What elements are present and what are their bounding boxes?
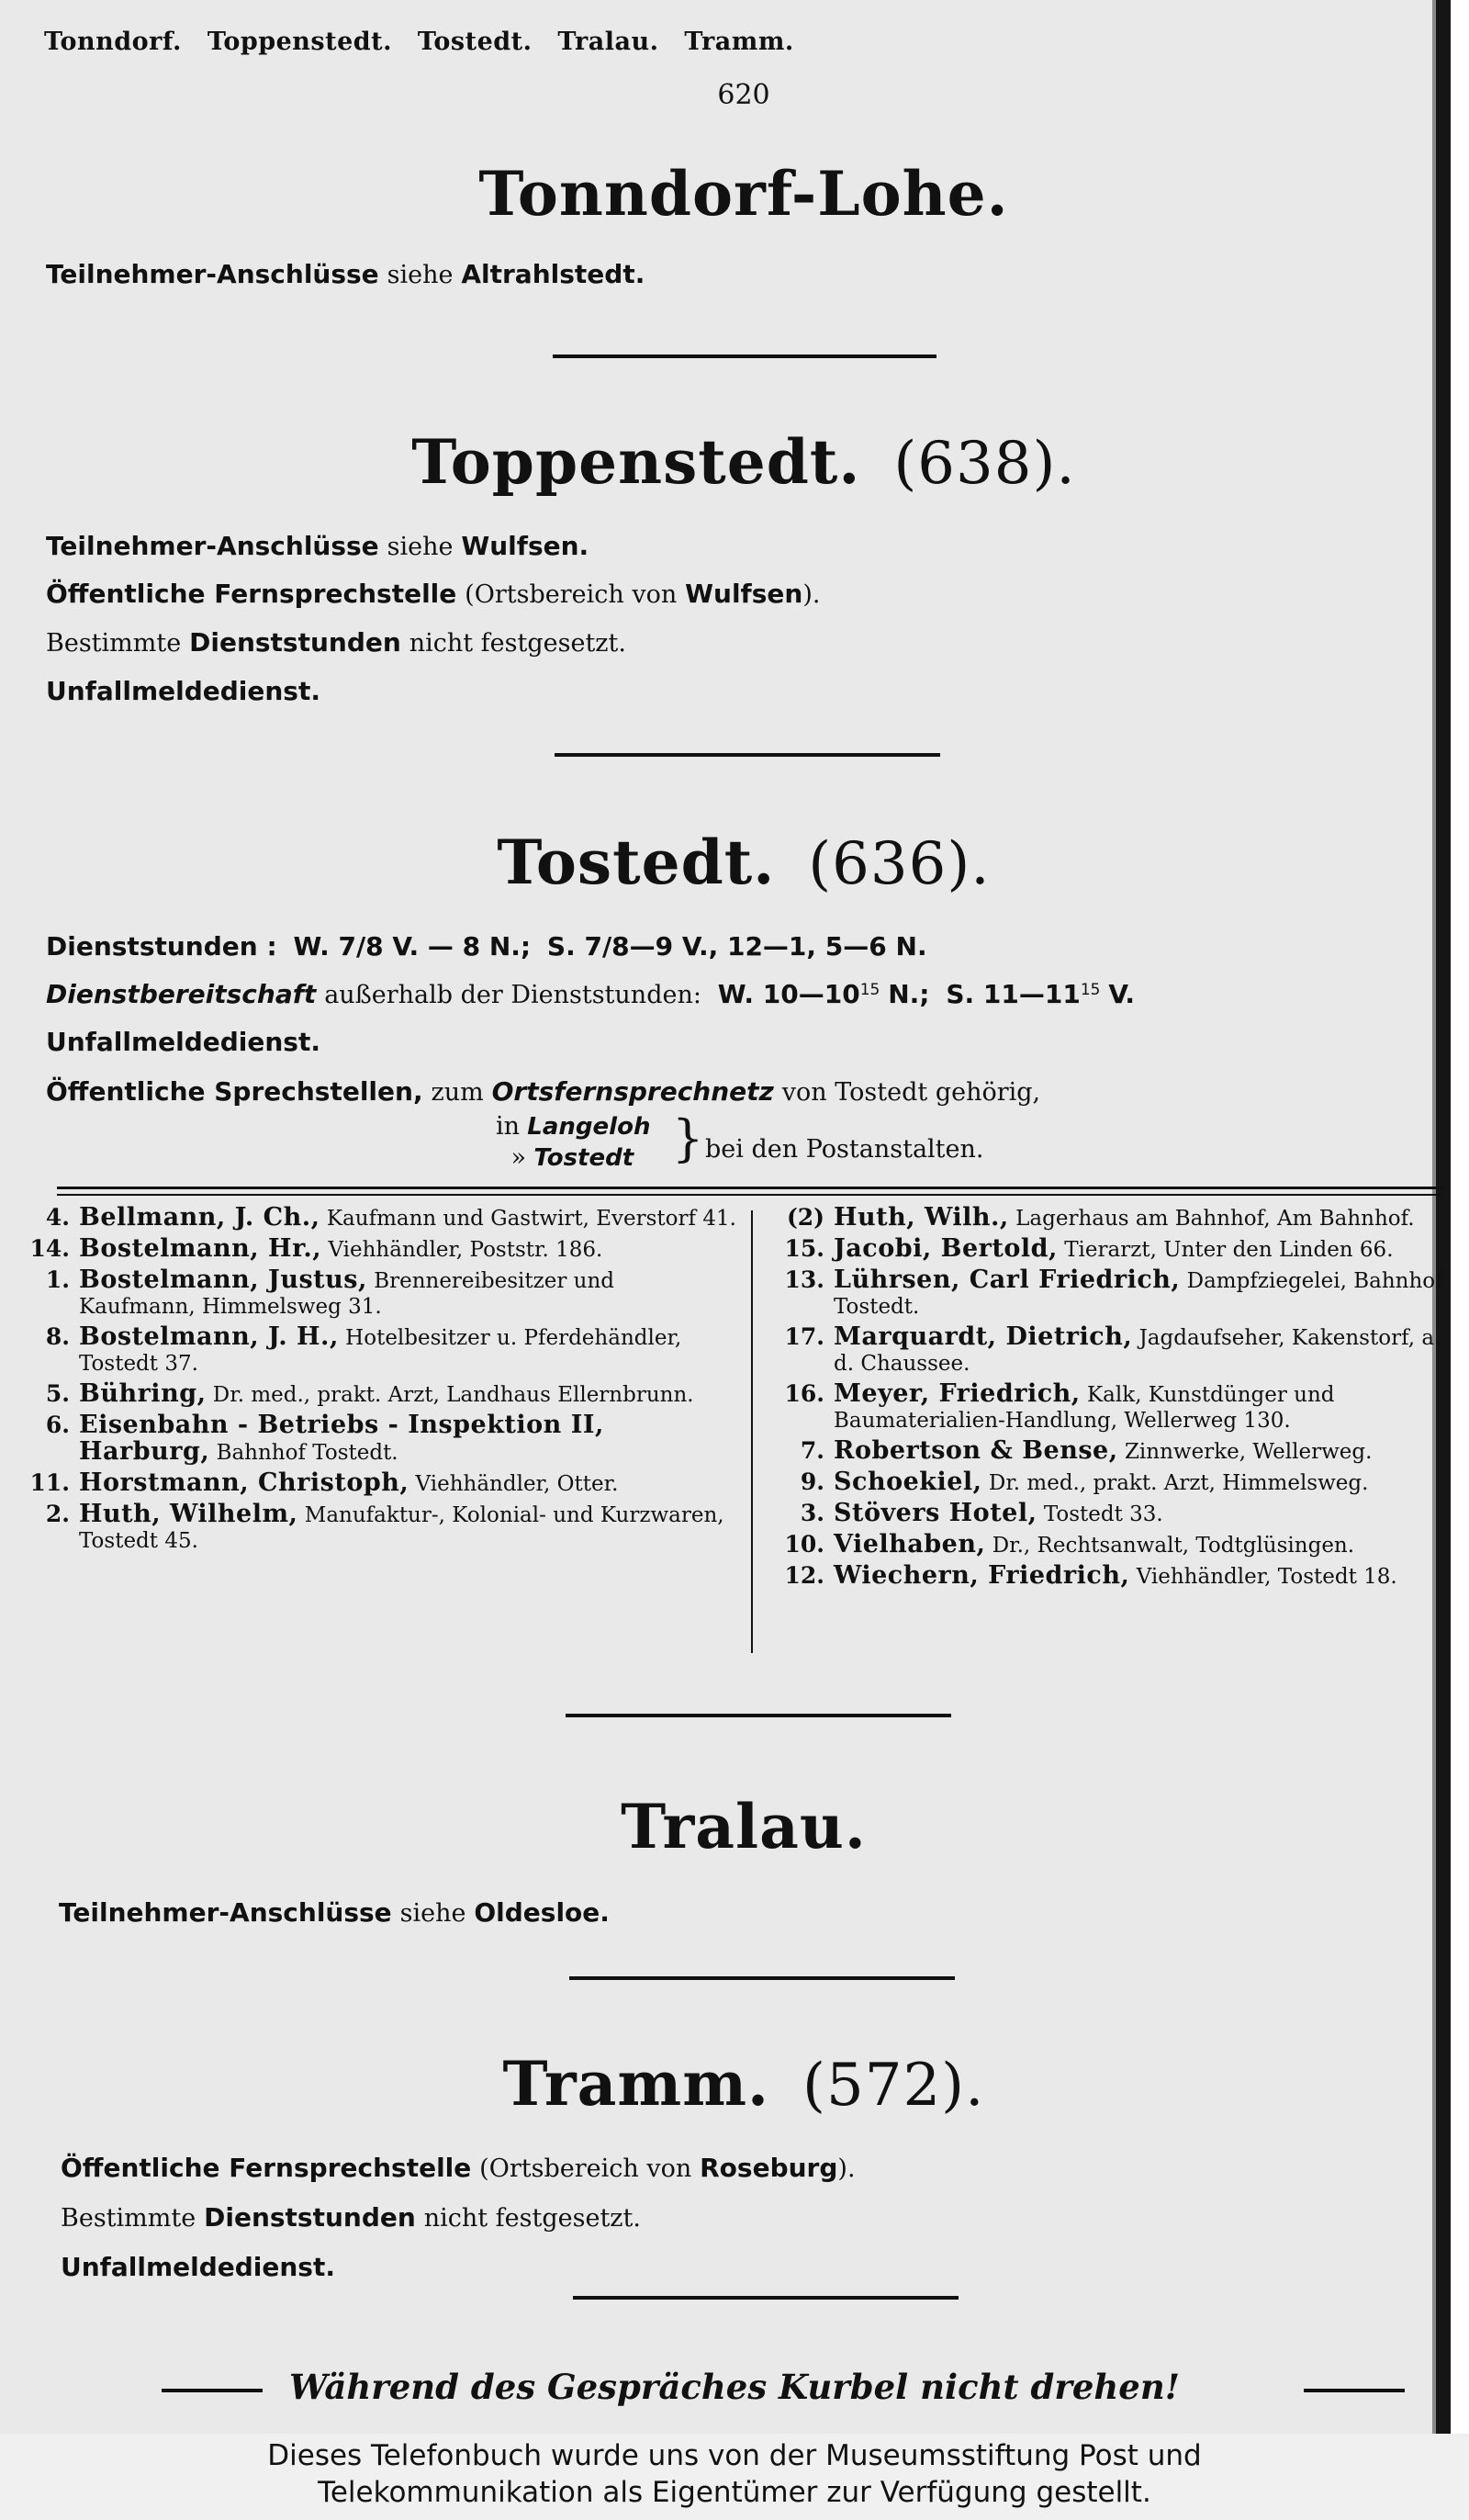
list-item <box>768 1532 1447 1558</box>
section-divider <box>553 354 936 358</box>
entry-name: Robertson & Bense, <box>834 1436 1118 1465</box>
entry-number: 9. <box>800 1468 824 1495</box>
tonndorf-line-1: Teilnehmer-Anschlüsse siehe Altrahlstedt. <box>46 259 645 289</box>
list-item <box>13 1236 736 1263</box>
entry-number: 12. <box>784 1562 824 1589</box>
entry-description: Dr. med., prakt. Arzt, Himmelsweg. <box>988 1471 1369 1495</box>
entry-name: Wiechern, Friedrich, <box>834 1561 1130 1590</box>
entry-description: Kalk, Kunstdünger und Baumaterialien-Handlung, Wellerweg 130. <box>834 1383 1335 1433</box>
entry-name: Horstmann, Christoph, <box>79 1468 409 1497</box>
warning-dash-right <box>1304 2389 1405 2392</box>
entry-description: Brennereibesitzer und Kaufmann, Himmelsweg 31. <box>79 1269 615 1319</box>
entry-number: 4. <box>45 1204 70 1231</box>
entry-number: 6. <box>45 1412 70 1438</box>
entry-description: Viehhändler, Otter. <box>415 1472 619 1496</box>
list-item <box>13 1470 736 1497</box>
toppenstedt-line-1: Teilnehmer-Anschlüsse siehe Wulfsen. <box>46 531 589 561</box>
entry-number: 11. <box>29 1469 70 1496</box>
column-divider <box>751 1210 753 1653</box>
list-item <box>13 1205 736 1232</box>
section-divider <box>573 2296 959 2300</box>
entry-name: Bostelmann, Hr., <box>79 1234 322 1263</box>
toppenstedt-line-4: Unfallmeldedienst. <box>46 676 320 706</box>
section-divider <box>566 1714 951 1717</box>
entry-description: Manufaktur-, Kolonial- und Kurzwaren, Tostedt 45. <box>79 1503 724 1553</box>
toppenstedt-line-3: Bestimmte Dienststunden nicht festgesetzt. <box>46 627 626 658</box>
entry-number: 16. <box>784 1380 824 1407</box>
entry-name: Schoekiel, <box>834 1468 982 1496</box>
table-rule-top-2 <box>57 1194 1441 1196</box>
brace: } <box>672 1109 704 1167</box>
entry-number: 3. <box>800 1500 824 1526</box>
entry-number: 2. <box>45 1501 70 1527</box>
entry-name: Bühring, <box>79 1379 207 1408</box>
entry-name: Huth, Wilh., <box>834 1203 1009 1232</box>
list-item <box>768 1438 1447 1465</box>
list-item <box>768 1381 1447 1434</box>
list-item <box>768 1236 1447 1263</box>
list-item <box>768 1563 1447 1590</box>
tramm-line-3: Unfallmeldedienst. <box>61 2252 335 2282</box>
crank-warning: Während des Gespräches Kurbel nicht drehen! <box>289 2367 1180 2407</box>
section-title-tostedt: Tostedt. (636). <box>497 827 991 898</box>
entry-description: Dr., Rechtsanwalt, Todtglüsingen. <box>992 1534 1355 1558</box>
tostedt-postanstalten: bei den Postanstalten. <box>705 1135 984 1164</box>
list-item <box>13 1267 736 1320</box>
toppenstedt-line-2: Öffentliche Fernsprechstelle (Ortsbereich von Wulfsen). <box>46 579 821 609</box>
section-divider <box>555 753 940 757</box>
tralau-line-1: Teilnehmer-Anschlüsse siehe Oldesloe. <box>59 1897 610 1928</box>
entry-name: Vielhaben, <box>834 1530 986 1558</box>
entry-number: 1. <box>45 1266 70 1293</box>
section-title-tralau: Tralau. <box>621 1791 867 1862</box>
tostedt-unfall: Unfallmeldedienst. <box>46 1027 320 1057</box>
tostedt-places: in Langeloh » Tostedt <box>496 1112 651 1172</box>
list-item <box>13 1412 736 1466</box>
entry-name: Meyer, Friedrich, <box>834 1379 1081 1408</box>
entry-name: Bostelmann, J. H., <box>79 1322 339 1351</box>
entry-name: Jacobi, Bertold, <box>834 1234 1058 1263</box>
list-item <box>768 1469 1447 1496</box>
tostedt-sprechstellen: Öffentliche Sprechstellen, zum Ortsfernsprechnetz von Tostedt gehörig, <box>46 1076 1041 1107</box>
entry-name: Eisenbahn - Betriebs - Inspektion II, Harburg, <box>79 1411 604 1466</box>
entry-description: Kaufmann und Gastwirt, Everstorf 41. <box>326 1207 736 1231</box>
entry-number: 15. <box>784 1235 824 1262</box>
entry-number: 7. <box>800 1437 824 1464</box>
section-title-tonndorf: Tonndorf-Lohe. <box>478 158 1009 230</box>
entry-name: Bellmann, J. Ch., <box>79 1203 320 1232</box>
entry-name: Lührsen, Carl Friedrich, <box>834 1266 1181 1294</box>
ownership-notice-line-1: Dieses Telefonbuch wurde uns von der Museumsstiftung Post und <box>267 2439 1202 2472</box>
ownership-notice <box>0 2434 1469 2520</box>
entry-description: Dampfziegelei, Bahnhof Tostedt. <box>834 1269 1443 1319</box>
entry-description: Viehhändler, Poststr. 186. <box>328 1238 603 1262</box>
tramm-line-2: Bestimmte Dienststunden nicht festgesetzt. <box>61 2202 641 2233</box>
list-item <box>768 1267 1447 1320</box>
entry-name: Bostelmann, Justus, <box>79 1266 367 1294</box>
entry-description: Hotelbesitzer u. Pferdehändler, Tostedt 37. <box>79 1326 682 1376</box>
list-item <box>13 1381 736 1408</box>
running-head: Tonndorf. Toppenstedt. Tostedt. Tralau. Tramm. <box>44 28 794 56</box>
list-item <box>13 1502 736 1554</box>
entry-number: 13. <box>784 1266 824 1293</box>
table-rule-top <box>57 1187 1441 1189</box>
section-title-tramm: Tramm. (572). <box>502 2048 985 2120</box>
entry-name: Huth, Wilhelm, <box>79 1500 298 1528</box>
entries-left-column <box>13 1205 736 1558</box>
list-item <box>768 1324 1447 1377</box>
entry-description: Tostedt 33. <box>1043 1502 1163 1526</box>
page-number: 620 <box>717 79 770 111</box>
list-item <box>768 1205 1447 1232</box>
tramm-line-1: Öffentliche Fernsprechstelle (Ortsbereich von Roseburg). <box>61 2153 856 2183</box>
entry-description: Dr. med., prakt. Arzt, Landhaus Ellernbrunn. <box>212 1383 694 1407</box>
list-item <box>768 1501 1447 1527</box>
list-item <box>13 1324 736 1377</box>
entry-number: 17. <box>784 1323 824 1350</box>
ownership-notice-line-2: Telekommunikation als Eigentümer zur Verfügung gestellt. <box>318 2476 1151 2509</box>
entry-description: Tierarzt, Unter den Linden 66. <box>1064 1238 1394 1262</box>
section-title-toppenstedt: Toppenstedt. (638). <box>411 426 1076 498</box>
entry-number: 8. <box>45 1323 70 1350</box>
entry-number: 5. <box>45 1380 70 1407</box>
entry-description: Zinnwerke, Wellerweg. <box>1124 1440 1373 1464</box>
entry-description: Bahnhof Tostedt. <box>216 1441 398 1465</box>
tostedt-readiness: Dienstbereitschaft außerhalb der Dienststunden: W. $10—10^{15}$ N.; S. $11—11^{15}$ V. <box>46 979 1136 1009</box>
entries-right-column <box>768 1205 1447 1594</box>
entry-number: 14. <box>29 1235 70 1262</box>
tostedt-hours: Dienststunden : W. 7/8 V. — 8 N.; S. 7/8—9 V., 12—1, 5—6 N. <box>46 931 927 962</box>
entry-number: 10. <box>784 1531 824 1558</box>
entry-description: Viehhändler, Tostedt 18. <box>1136 1565 1397 1589</box>
entry-description: Lagerhaus am Bahnhof, Am Bahnhof. <box>1015 1207 1415 1231</box>
section-divider <box>569 1976 955 1980</box>
entry-name: Stövers Hotel, <box>834 1499 1037 1527</box>
entry-description: Jagdaufseher, Kakenstorf, a. d. Chaussee. <box>834 1326 1441 1376</box>
entry-name: Marquardt, Dietrich, <box>834 1322 1133 1351</box>
entry-number: (2) <box>786 1204 824 1231</box>
